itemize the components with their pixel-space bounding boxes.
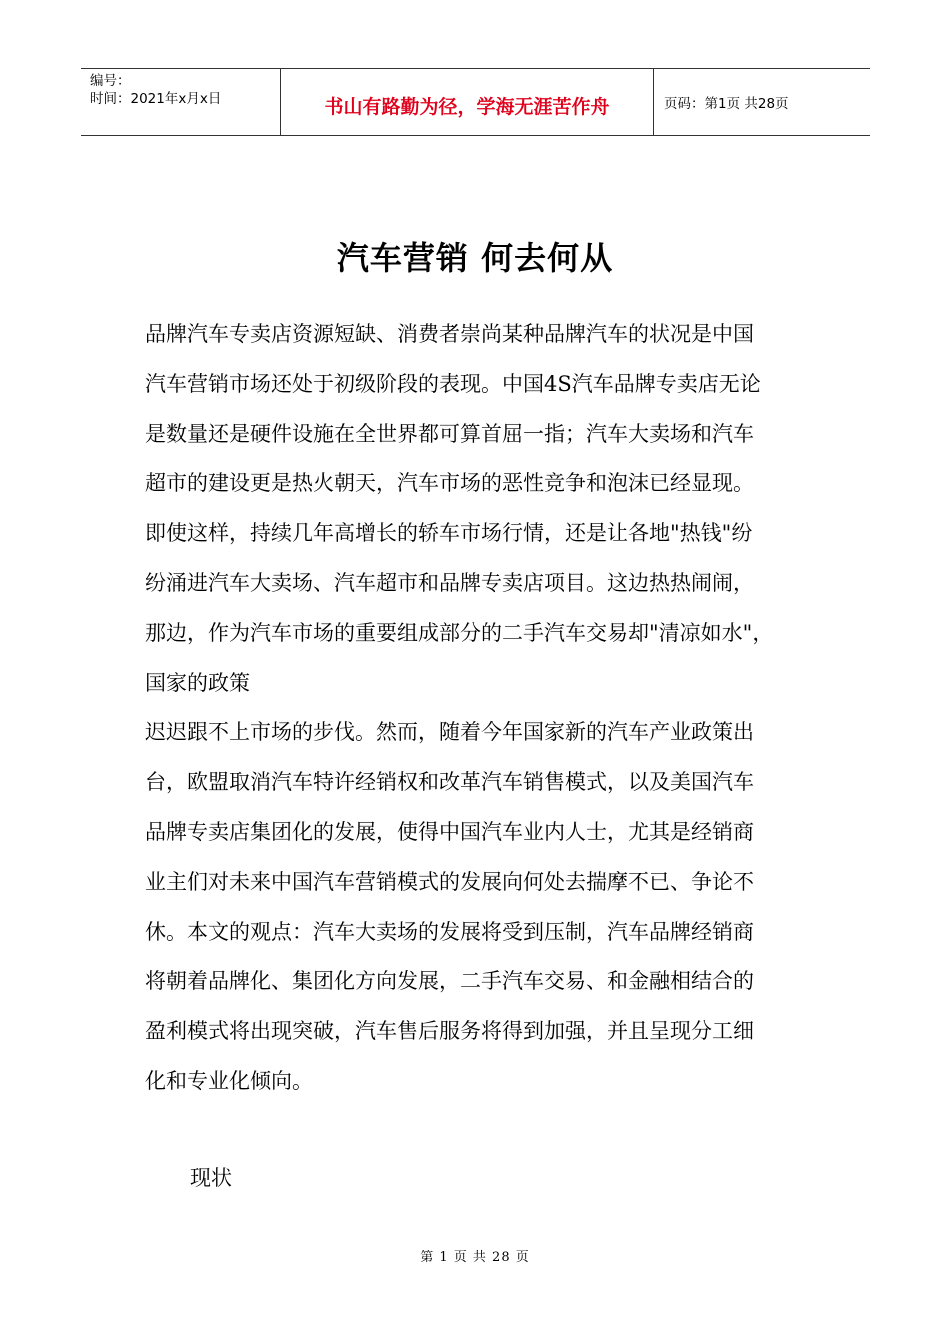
- body-line: 那边，作为汽车市场的重要组成部分的二手汽车交易却"清凉如水"，: [145, 620, 774, 645]
- document-title: 汽车营销 何去何从: [336, 239, 614, 277]
- body-line: 国家的政策: [145, 670, 250, 695]
- body-paragraph: [145, 310, 825, 1107]
- document-number-label: 编号：: [90, 73, 131, 89]
- body-line: 将朝着品牌化、集团化方向发展，二手汽车交易、和金融相结合的: [145, 969, 754, 994]
- document-date-label: 时间：2021年x月x日: [90, 91, 222, 107]
- body-line: 台，欧盟取消汽车特许经销权和改革汽车销售模式，以及美国汽车: [145, 770, 754, 795]
- body-line: 即使这样，持续几年高增长的轿车市场行情，还是让各地"热钱"纷: [145, 521, 753, 546]
- header-motto: 书山有路勤为径，学海无涯苦作舟: [324, 95, 610, 118]
- section-heading: 现状: [190, 1166, 232, 1190]
- body-line: 业主们对未来中国汽车营销模式的发展向何处去揣摩不已、争论不: [145, 869, 754, 894]
- document-header: [81, 68, 870, 136]
- body-line: 休。本文的观点：汽车大卖场的发展将受到压制，汽车品牌经销商: [145, 919, 754, 944]
- body-line: 汽车营销市场还处于初级阶段的表现。中国4S汽车品牌专卖店无论: [145, 371, 761, 396]
- header-motto-cell: [281, 69, 654, 135]
- body-line: 迟迟跟不上市场的步伐。然而，随着今年国家新的汽车产业政策出: [145, 720, 754, 745]
- body-line: 品牌汽车专卖店资源短缺、消费者崇尚某种品牌汽车的状况是中国: [145, 322, 754, 346]
- header-meta-cell: [81, 69, 281, 135]
- body-line: 盈利模式将出现突破，汽车售后服务将得到加强，并且呈现分工细: [145, 1019, 754, 1044]
- body-line: 化和专业化倾向。: [145, 1068, 313, 1093]
- body-line: 纷涌进汽车大卖场、汽车超市和品牌专卖店项目。这边热热闹闹，: [145, 570, 754, 595]
- body-line: 品牌专卖店集团化的发展，使得中国汽车业内人士，尤其是经销商: [145, 819, 754, 844]
- header-page-cell: [654, 69, 870, 135]
- body-line: 是数量还是硬件设施在全世界都可算首屈一指；汽车大卖场和汽车: [145, 421, 754, 446]
- page-footer: 第 1 页 共 28 页: [420, 1250, 530, 1265]
- body-line: 超市的建设更是热火朝天，汽车市场的恶性竞争和泡沫已经显现。: [145, 471, 754, 496]
- header-page-info: 页码：第1页 共28页: [664, 96, 789, 112]
